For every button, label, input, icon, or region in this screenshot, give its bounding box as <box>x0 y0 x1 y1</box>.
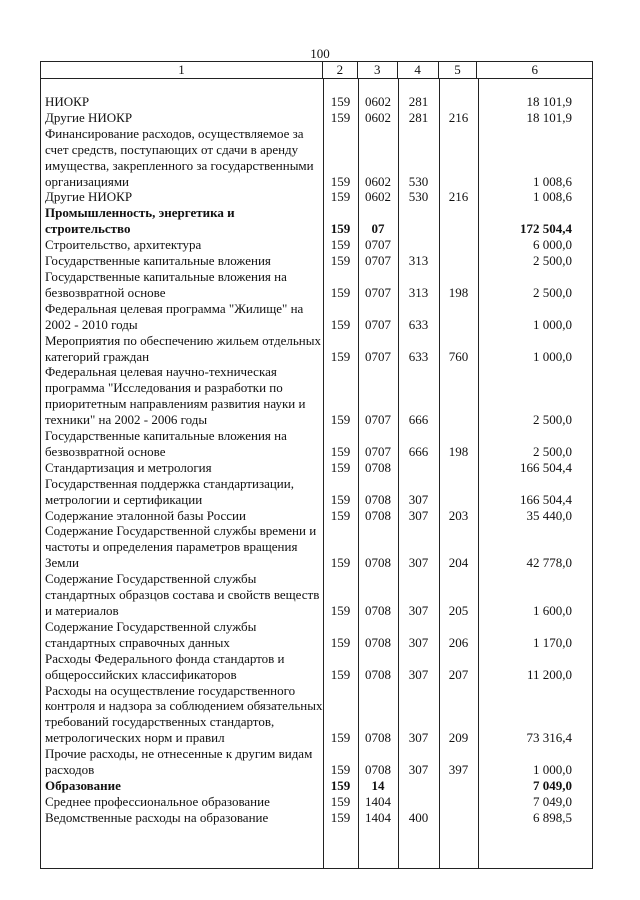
row-col-2: 159 <box>330 173 351 189</box>
row-col-2: 159 <box>330 491 351 507</box>
row-col-3: 0602 <box>365 94 391 109</box>
row-col-3: 0708 <box>365 555 391 571</box>
row-col-5: 205 <box>448 603 469 618</box>
row-col-2: 159 <box>330 221 351 237</box>
table-row <box>40 301 593 333</box>
row-col-2: 159 <box>330 666 351 682</box>
row-col-3: 0707 <box>365 412 391 428</box>
row-amount: 2 500,0 <box>533 412 572 428</box>
table-row <box>40 508 593 524</box>
row-col-3: 0708 <box>365 666 391 682</box>
row-col-4: 307 <box>408 555 429 571</box>
row-amount: 18 101,9 <box>526 94 572 109</box>
table-row <box>40 778 593 794</box>
row-col-5: 209 <box>448 730 469 746</box>
row-col-2: 159 <box>330 443 351 459</box>
row-amount: 6 898,5 <box>533 809 572 825</box>
row-col-3: 0707 <box>365 316 391 332</box>
row-col-3: 1404 <box>365 809 391 825</box>
table-row <box>40 110 593 126</box>
table-row <box>40 794 593 810</box>
row-amount: 1 008,6 <box>533 173 572 189</box>
row-col-2: 159 <box>330 793 351 809</box>
row-col-3: 0707 <box>365 253 391 269</box>
row-col-5: 760 <box>448 348 469 364</box>
row-col-2: 159 <box>330 603 351 618</box>
row-name: Строительство, архитектура <box>45 237 202 253</box>
row-amount: 1 600,0 <box>533 603 572 618</box>
row-col-4: 307 <box>408 491 429 507</box>
table-row <box>40 189 593 205</box>
row-col-3: 07 <box>371 221 385 237</box>
row-col-5: 206 <box>448 634 469 650</box>
row-col-3: 0708 <box>365 730 391 746</box>
table-row <box>40 683 593 747</box>
row-col-5: 207 <box>448 666 469 682</box>
row-col-2: 159 <box>330 730 351 746</box>
table-row <box>40 460 593 476</box>
table-row <box>40 571 593 619</box>
table-row <box>40 126 593 190</box>
row-col-2: 159 <box>330 555 351 571</box>
row-name: Расходы Федерального фонда стандартов и общероссийских классификаторов <box>45 650 285 682</box>
row-name: Прочие расходы, не отнесенные к другим видам расходов <box>45 746 313 778</box>
row-col-5: 198 <box>448 284 469 300</box>
row-col-4: 307 <box>408 634 429 650</box>
row-col-4: 530 <box>408 189 429 205</box>
row-col-3: 0602 <box>365 109 391 125</box>
row-name: Образование <box>45 777 121 793</box>
row-col-3: 0708 <box>365 603 391 618</box>
row-name: Содержание Государственной службы времени и частоты и определения параметров вращения Земли <box>45 523 317 571</box>
row-col-4: 307 <box>408 603 429 618</box>
row-name: Федеральная целевая научно-техническая программа "Исследования и разработки по приоритетным направлениям развития науки и техники" на 2002 - 2006 годы <box>45 364 306 428</box>
row-col-4: 281 <box>408 94 429 109</box>
row-col-4: 666 <box>408 443 429 459</box>
row-col-4: 313 <box>408 284 429 300</box>
row-amount: 166 504,4 <box>520 491 572 507</box>
row-col-2: 159 <box>330 507 351 523</box>
row-col-2: 159 <box>330 412 351 428</box>
row-col-5: 204 <box>448 555 469 571</box>
row-amount: 1 008,6 <box>533 189 572 205</box>
row-col-2: 159 <box>330 189 351 205</box>
row-name: Содержание эталонной базы России <box>45 507 246 523</box>
row-amount: 11 200,0 <box>526 666 572 682</box>
row-name: Другие НИОКР <box>45 109 133 125</box>
row-col-2: 159 <box>330 762 351 778</box>
row-col-3: 0708 <box>365 459 391 475</box>
row-amount: 73 316,4 <box>526 730 572 746</box>
row-name: Государственные капитальные вложения на безвозвратной основе <box>45 268 287 300</box>
row-col-3: 0707 <box>365 443 391 459</box>
row-col-5: 198 <box>448 443 469 459</box>
row-amount: 1 000,0 <box>533 762 572 778</box>
table-row <box>40 746 593 778</box>
row-col-5: 397 <box>448 762 469 778</box>
row-name: Содержание Государственной службы стандартных образцов состава и свойств веществ и материалов <box>45 571 320 618</box>
table-row <box>40 428 593 460</box>
table-row <box>40 810 593 826</box>
row-col-4: 633 <box>408 316 429 332</box>
row-col-2: 159 <box>330 316 351 332</box>
row-col-3: 0708 <box>365 762 391 778</box>
table-row <box>40 476 593 508</box>
row-amount: 35 440,0 <box>526 507 572 523</box>
row-col-4: 307 <box>408 507 429 523</box>
row-name: Стандартизация и метрология <box>45 459 212 475</box>
row-col-4: 307 <box>408 730 429 746</box>
row-col-3: 0707 <box>365 348 391 364</box>
row-amount: 18 101,9 <box>526 109 572 125</box>
row-col-4: 281 <box>408 109 429 125</box>
row-amount: 7 049,0 <box>533 793 572 809</box>
row-amount: 1 170,0 <box>533 634 572 650</box>
row-col-2: 159 <box>330 94 351 109</box>
row-amount: 42 778,0 <box>526 555 572 571</box>
row-name: Другие НИОКР <box>45 189 133 205</box>
row-col-5: 203 <box>448 507 469 523</box>
row-col-4: 307 <box>408 666 429 682</box>
header-col-4: 4 <box>398 62 439 78</box>
table-header <box>40 61 593 79</box>
row-name: Расходы на осуществление государственного контроля и надзора за соблюдением обязательных требований государственных стандартов, метрологических норм и правил <box>45 682 323 746</box>
row-amount: 1 000,0 <box>533 316 572 332</box>
row-col-4: 313 <box>408 253 429 269</box>
row-col-2: 159 <box>330 459 351 475</box>
row-name: Мероприятия по обеспечению жильем отдельных категорий граждан <box>45 332 321 364</box>
table-row <box>40 333 593 365</box>
row-name: Государственные капитальные вложения <box>45 253 271 269</box>
table-row <box>40 364 593 428</box>
row-name: НИОКР <box>45 94 90 109</box>
header-col-5: 5 <box>439 62 478 78</box>
row-col-4: 307 <box>408 762 429 778</box>
table-row <box>40 651 593 683</box>
row-col-3: 0707 <box>365 237 391 253</box>
row-col-2: 159 <box>330 634 351 650</box>
row-col-4: 400 <box>408 809 429 825</box>
row-name: Финансирование расходов, осуществляемое за счет средств, поступающих от сдачи в аренду имущества, закрепленного за государственными организациями <box>45 125 314 189</box>
row-col-2: 159 <box>330 348 351 364</box>
header-col-1: 1 <box>41 62 323 78</box>
row-col-2: 159 <box>330 237 351 253</box>
row-col-3: 0602 <box>365 173 391 189</box>
row-col-2: 159 <box>330 777 351 793</box>
row-name: Среднее профессиональное образование <box>45 793 270 809</box>
row-name: Государственная поддержка стандартизации, метрологии и сертификации <box>45 475 294 507</box>
table-row <box>40 253 593 269</box>
header-col-2: 2 <box>323 62 358 78</box>
row-amount: 6 000,0 <box>533 237 572 253</box>
row-col-3: 0708 <box>365 507 391 523</box>
row-name: Содержание Государственной службы стандартных справочных данных <box>45 618 257 650</box>
row-col-3: 0602 <box>365 189 391 205</box>
row-col-5: 216 <box>448 189 469 205</box>
row-col-3: 0708 <box>365 491 391 507</box>
row-name: Государственные капитальные вложения на безвозвратной основе <box>45 428 287 459</box>
table-row <box>40 619 593 651</box>
row-col-4: 633 <box>408 348 429 364</box>
row-col-3: 14 <box>371 777 385 793</box>
row-amount: 166 504,4 <box>520 459 572 475</box>
page-number: 100 <box>310 46 330 61</box>
table-body <box>40 94 593 826</box>
row-name: Ведомственные расходы на образование <box>45 809 269 825</box>
row-amount: 1 000,0 <box>533 348 572 364</box>
header-col-3: 3 <box>358 62 398 78</box>
table-row <box>40 237 593 253</box>
header-col-6: 6 <box>531 62 538 77</box>
row-col-4: 530 <box>408 173 429 189</box>
row-amount: 2 500,0 <box>533 284 572 300</box>
table-row <box>40 269 593 301</box>
row-amount: 172 504,4 <box>520 221 572 237</box>
row-name: Промышленность, энергетика и строительство <box>45 205 235 237</box>
row-col-4: 666 <box>408 412 429 428</box>
table-row <box>40 523 593 571</box>
row-col-2: 159 <box>330 253 351 269</box>
row-col-3: 0707 <box>365 284 391 300</box>
row-col-3: 0708 <box>365 634 391 650</box>
row-amount: 2 500,0 <box>533 443 572 459</box>
row-amount: 7 049,0 <box>533 777 572 793</box>
table-row <box>40 205 593 237</box>
row-col-5: 216 <box>448 109 469 125</box>
row-col-3: 1404 <box>365 793 391 809</box>
row-amount: 2 500,0 <box>533 253 572 269</box>
table-row <box>40 94 593 110</box>
row-col-2: 159 <box>330 109 351 125</box>
row-col-2: 159 <box>330 284 351 300</box>
row-col-2: 159 <box>330 809 351 825</box>
row-name: Федеральная целевая программа "Жилище" на 2002 - 2010 годы <box>45 300 304 332</box>
